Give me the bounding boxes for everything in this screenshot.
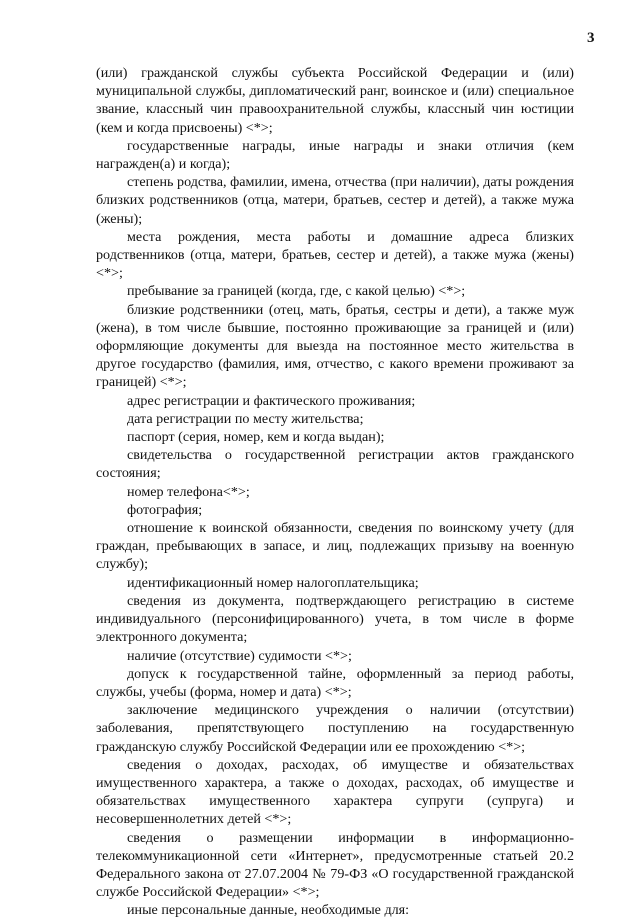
paragraph-insurance-registration: сведения из документа, подтверждающего регистрацию в системе индивидуального (персонифицированного) учета, в том числе в форме электронного документа; (96, 592, 574, 646)
paragraph-registration-date: дата регистрации по месту жительства; (127, 410, 364, 427)
page-number: 3 (587, 30, 595, 46)
paragraph-other-data: иные персональные данные, необходимые для: (127, 902, 410, 919)
paragraph-income: сведения о доходах, расходах, об имуществе и обязательствах имущественного характера, а также о доходах, расходах, об имуществе и обязательствах имущественного характера супруги (супруга) и несовершеннолетних детей <*>; (96, 756, 574, 828)
document-body (96, 64, 574, 920)
paragraph-service-rank: (или) гражданской службы субъекта Российской Федерации и (или) муниципальной службы, дипломатический ранг, воинское и (или) специальное звание, классный чин правоохранительной службы, классный чин юстиции (кем и когда присвоены) <*>; (96, 65, 574, 136)
paragraph-taxpayer-id: идентификационный номер налогоплательщика; (127, 574, 419, 591)
paragraph-address: адрес регистрации и фактического проживания; (127, 392, 416, 409)
paragraph-criminal-record: наличие (отсутствие) судимости <*>; (127, 647, 352, 664)
paragraph-passport: паспорт (серия, номер, кем и когда выдан); (127, 429, 385, 446)
paragraph-relatives-names: степень родства, фамилии, имена, отчества (при наличии), даты рождения близких родственников (отца, матери, братьев, сестер и детей), а также мужа (жены); (96, 174, 574, 227)
paragraph-photo: фотография; (127, 501, 203, 518)
paragraph-relatives-abroad: близкие родственники (отец, мать, братья, сестры и дети), а также муж (жена), в том числе бывшие, постоянно проживающие за границей и (или) оформляющие документы для выезда на постоянное место жительства в другое государство (фамилия, имя, отчество, с какого времени проживают за границей) <*>; (96, 301, 574, 391)
paragraph-relatives-addresses: места рождения, места работы и домашние адреса близких родственников (отца, матери, братьев, сестер и детей), а также мужа (жены) <*>; (96, 228, 574, 282)
paragraph-state-secret: допуск к государственной тайне, оформленный за период работы, службы, учебы (форма, номер и дата) <*>; (96, 665, 574, 700)
paragraph-stay-abroad: пребывание за границей (когда, где, с какой целью) <*>; (127, 283, 466, 300)
paragraph-medical: заключение медицинского учреждения о наличии (отсутствии) заболевания, препятствующего поступлению на государственную гражданскую службу Российской Федерации или ее прохождению <*>; (96, 702, 574, 755)
paragraph-internet: сведения о размещении информации в информационно-телекоммуникационной сети «Интернет», предусмотренные статьей 20.2 Федерального закона от 27.07.2004 № 79-ФЗ «О государственной гражданской службе Российской Федерации» <*>; (96, 829, 574, 901)
paragraph-phone: номер телефона<*>; (127, 483, 250, 500)
paragraph-military: отношение к воинской обязанности, сведения по воинскому учету (для граждан, пребывающих в запасе, и лиц, подлежащих призыву на военную службу); (96, 520, 574, 573)
paragraph-civil-status-certificates: свидетельства о государственной регистрации актов гражданского состояния; (96, 447, 574, 482)
paragraph-awards: государственные награды, иные награды и знаки отличия (кем награжден(а) и когда); (96, 137, 574, 173)
